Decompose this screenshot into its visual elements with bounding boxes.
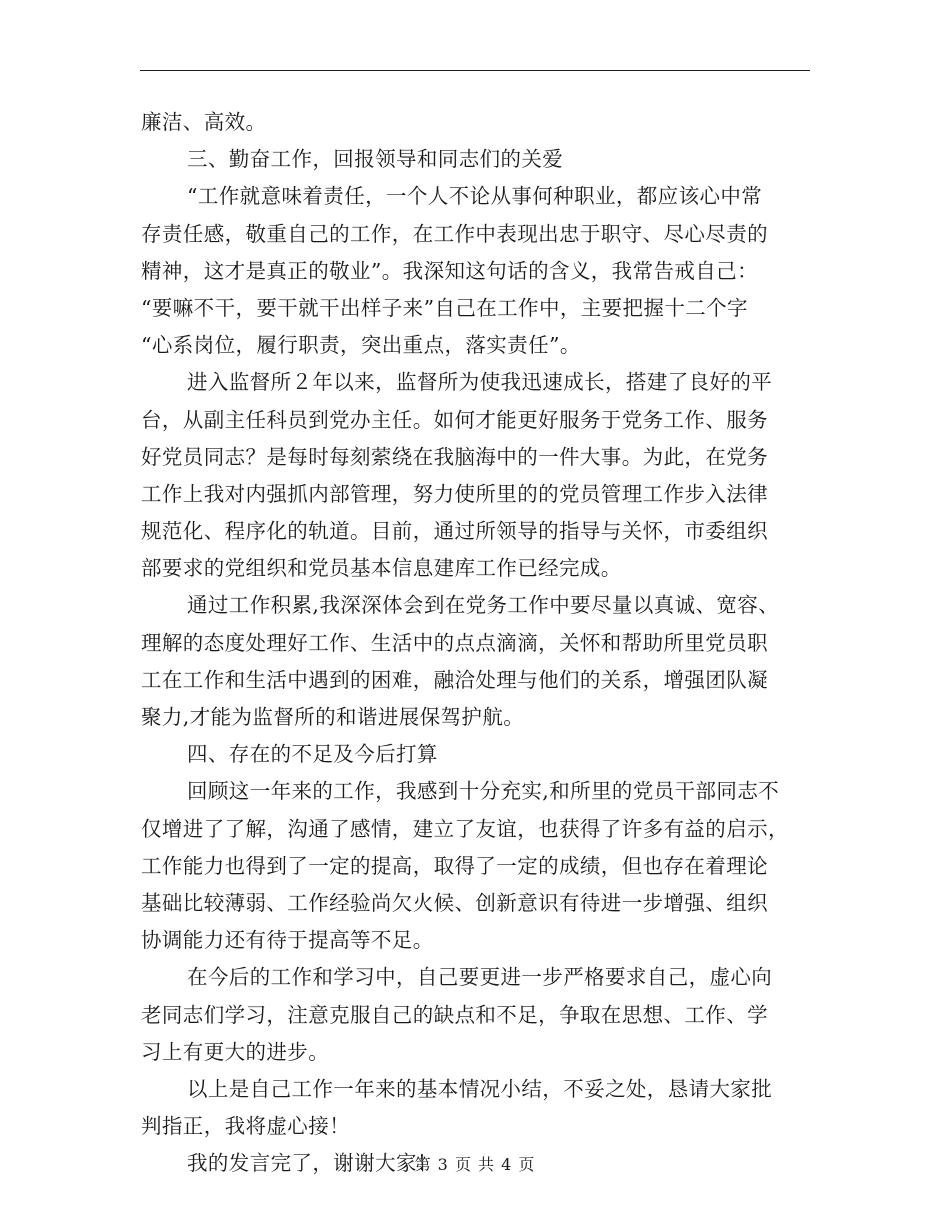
- text-line: 部要求的党组织和党员基本信息建库工作已经完成。: [141, 556, 622, 581]
- text-line: 工在工作和生活中遇到的困难，融洽处理与他们的关系，增强团队凝: [141, 667, 768, 692]
- page-number: 第 3 页 共 4 页: [414, 1155, 536, 1174]
- text-line: 进入监督所２年以来，监督所为使我迅速成长，搭建了良好的平: [187, 370, 773, 395]
- text-line: 协调能力还有待于提高等不足。: [141, 928, 434, 953]
- text-line: 老同志们学习，注意克服自己的缺点和不足，争取在思想、工作、学: [141, 1002, 768, 1027]
- text-line: 廉洁、高效。: [141, 110, 267, 134]
- text-line: 台，从副主任科员到党办主任。如何才能更好服务于党务工作、服务: [141, 407, 768, 432]
- text-line: 基础比较薄弱、工作经验尚欠火候、创新意识有待进一步增强、组织: [141, 890, 768, 915]
- text-line: “要嘛不干，要干就干出样子来”自己在工作中，主要把握十二个字: [141, 295, 748, 320]
- text-line: 仅增进了了解，沟通了感情，建立了友谊，也获得了许多有益的启示，: [141, 816, 789, 841]
- text-line: 精神，这才是真正的敬业”。我深知这句话的含义，我常告戒自己：: [141, 258, 758, 283]
- text-line: 以上是自己工作一年来的基本情况小结，不妥之处，恳请大家批: [187, 1076, 773, 1101]
- text-line: 理解的态度处理好工作、生活中的点点滴滴，关怀和帮助所里党员职: [141, 630, 768, 655]
- text-line: 判指正，我将虚心接！: [141, 1114, 350, 1139]
- text-line: 工作能力也得到了一定的提高，取得了一定的成绩，但也存在着理论: [141, 853, 768, 878]
- text-line: 回顾这一年来的工作，我感到十分充实,和所里的党员干部同志不: [187, 779, 780, 804]
- text-line: 我的发言完了，谢谢大家！: [187, 1151, 438, 1176]
- section-heading: 四、存在的不足及今后打算: [187, 742, 438, 767]
- text-line: 聚力,才能为监督所的和谐进展保驾护航。: [141, 705, 525, 729]
- header-rule: [140, 70, 810, 71]
- text-line: 好党员同志？是每时每刻萦绕在我脑海中的一件大事。为此，在党务: [141, 444, 768, 469]
- section-heading: 三、勤奋工作，回报领导和同志们的关爱: [187, 147, 564, 172]
- text-line: 工作上我对内强抓内部管理，努力使所里的的党员管理工作步入法律: [141, 481, 768, 506]
- text-line: 规范化、程序化的轨道。目前，通过所领导的指导与关怀，市委组织: [141, 519, 768, 544]
- document-body: [141, 104, 811, 1182]
- text-line: “心系岗位，履行职责，突出重点，落实责任”。: [141, 333, 581, 358]
- text-line: 存责任感，敬重自己的工作，在工作中表现出忠于职守、尽心尽责的: [141, 221, 768, 246]
- text-line: “工作就意味着责任，一个人不论从事何种职业，都应该心中常: [187, 184, 763, 209]
- text-line: 在今后的工作和学习中，自己要更进一步严格要求自己，虚心向: [187, 965, 773, 990]
- text-line: 习上有更大的进步。: [141, 1039, 330, 1064]
- text-line: 通过工作积累,我深深体会到在党务工作中要尽量以真诚、宽容、: [187, 593, 780, 618]
